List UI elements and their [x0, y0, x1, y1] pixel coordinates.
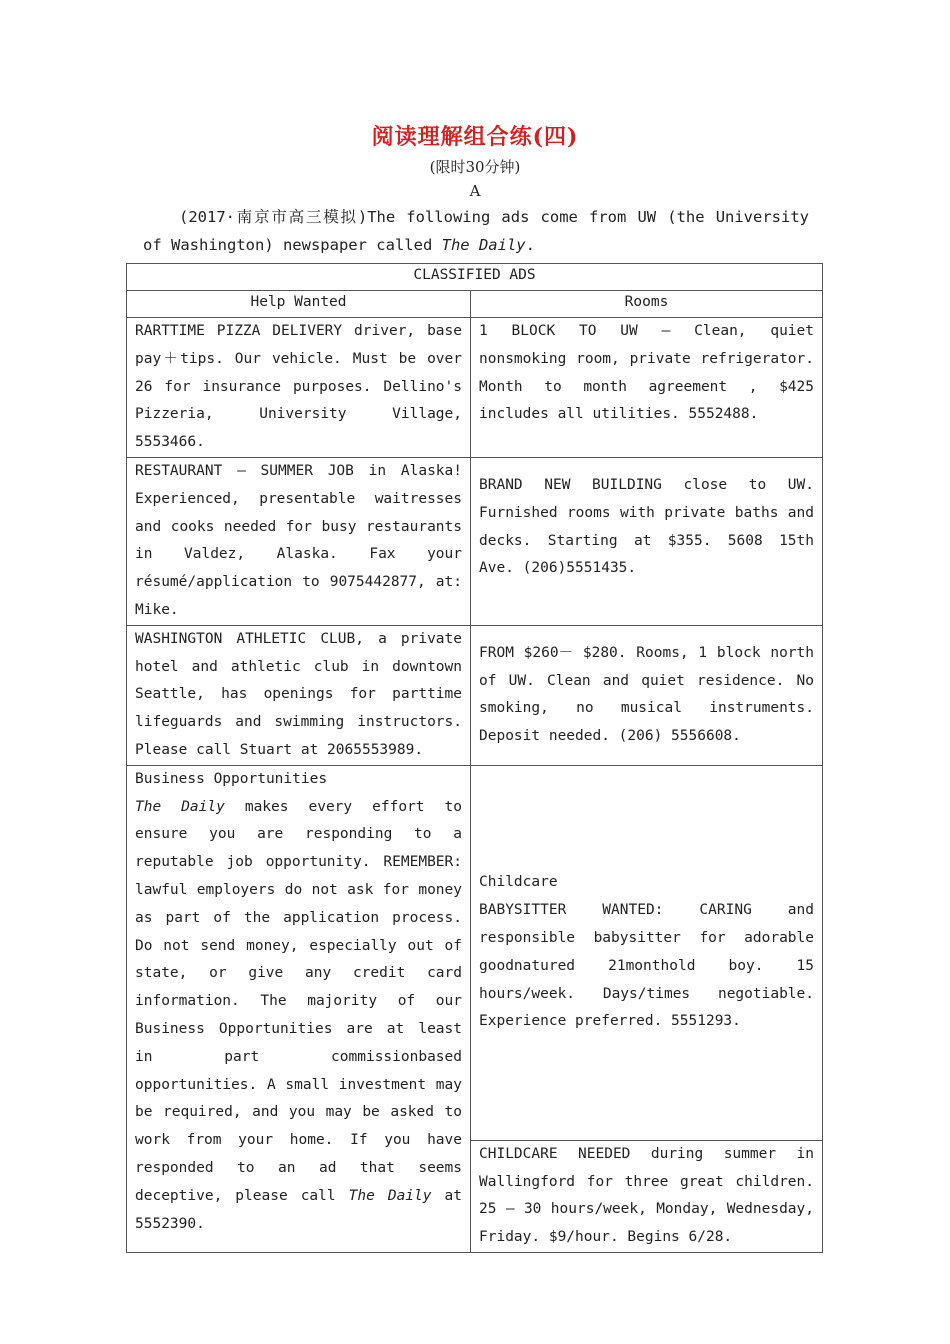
babysitter-ad: BABYSITTER WANTED: CARING and responsible babysitter for adorable goodnatured 21monthold boy. 15 hours/week. Days/times negotiable. Experience preferred. 5551293. [479, 902, 814, 1030]
ad-athletic-club: WASHINGTON ATHLETIC CLUB, a private hotel and athletic club in downtown Seattle, has openings for parttime lifeguards and swimming instructors. Please call Stuart at 2065553989. [127, 625, 471, 765]
ad-pizza-delivery: RARTTIME PIZZA DELIVERY driver, base pay＋tips. Our vehicle. Must be over 26 for insurance purposes. Dellino's Pizzeria, University Village, 5553466. [127, 318, 471, 458]
time-limit: (限时30分钟) [429, 158, 521, 176]
intro-end: . [525, 236, 535, 254]
paper-name: The Daily [348, 1187, 432, 1204]
business-opportunities [127, 765, 471, 1252]
page-title: 阅读理解组合练(四) [371, 124, 579, 150]
business-text [135, 794, 462, 1239]
ad-restaurant-alaska: RESTAURANT — SUMMER JOB in Alaska! Experienced, presentable waitresses and cooks needed for busy restaurants in Valdez, Alaska. Fax your résumé/application to 9075442877, at: Mike. [127, 457, 471, 625]
table-row [127, 457, 823, 625]
business-part1: makes every effort to ensure you are responding to a reputable job opportunity. REMEMBER: lawful employers do not ask for money as part of the application process. Do not send money, especially out of state, or give any credit card information. The majority of our Business Opportunities are at least in part commissionbased opportunities. A small investment may be required, and you may be asked to work from your home. If you have responded to an ad that seems deceptive, please call [135, 798, 462, 1204]
column-header-rooms: Rooms [471, 291, 823, 318]
section-label: A [469, 182, 481, 200]
classified-ads-table [126, 263, 823, 1253]
table-row [127, 765, 823, 1140]
ad-room-1-block: 1 BLOCK TO UW — Clean, quiet nonsmoking room, private refrigerator. Month to month agreement , $425 includes all utilities. 5552488. [471, 318, 823, 458]
ad-room-260: FROM $260－ $280. Rooms, 1 block north of UW. Clean and quiet residence. No smoking, no musical instruments. Deposit needed. (206) 5556608. [471, 625, 823, 765]
table-title: CLASSIFIED ADS [127, 264, 823, 291]
business-heading: Business Opportunities [135, 770, 328, 787]
intro-paragraph [143, 203, 809, 259]
intro-text: The following ads come from UW (the University of Washington) newspaper called [143, 208, 810, 254]
paper-name: The Daily [135, 798, 225, 815]
intro-source: (2017·南京市高三模拟) [179, 208, 368, 226]
childcare-needed: CHILDCARE NEEDED during summer in Wallingford for three great children. 25 — 30 hours/week, Monday, Wednesday, Friday. $9/hour. Begins 6/28. [471, 1140, 823, 1252]
ad-brand-new-building: BRAND NEW BUILDING close to UW. Furnished rooms with private baths and decks. Starting at $355. 5608 15th Ave. (206)5551435. [471, 457, 823, 625]
table-row [127, 318, 823, 458]
childcare-heading: Childcare [479, 874, 558, 891]
childcare-babysitter [471, 765, 823, 1140]
column-header-help-wanted: Help Wanted [127, 291, 471, 318]
paper-name: The Daily [441, 236, 526, 254]
business-part2: at 5552390. [135, 1187, 462, 1232]
table-row [127, 625, 823, 765]
